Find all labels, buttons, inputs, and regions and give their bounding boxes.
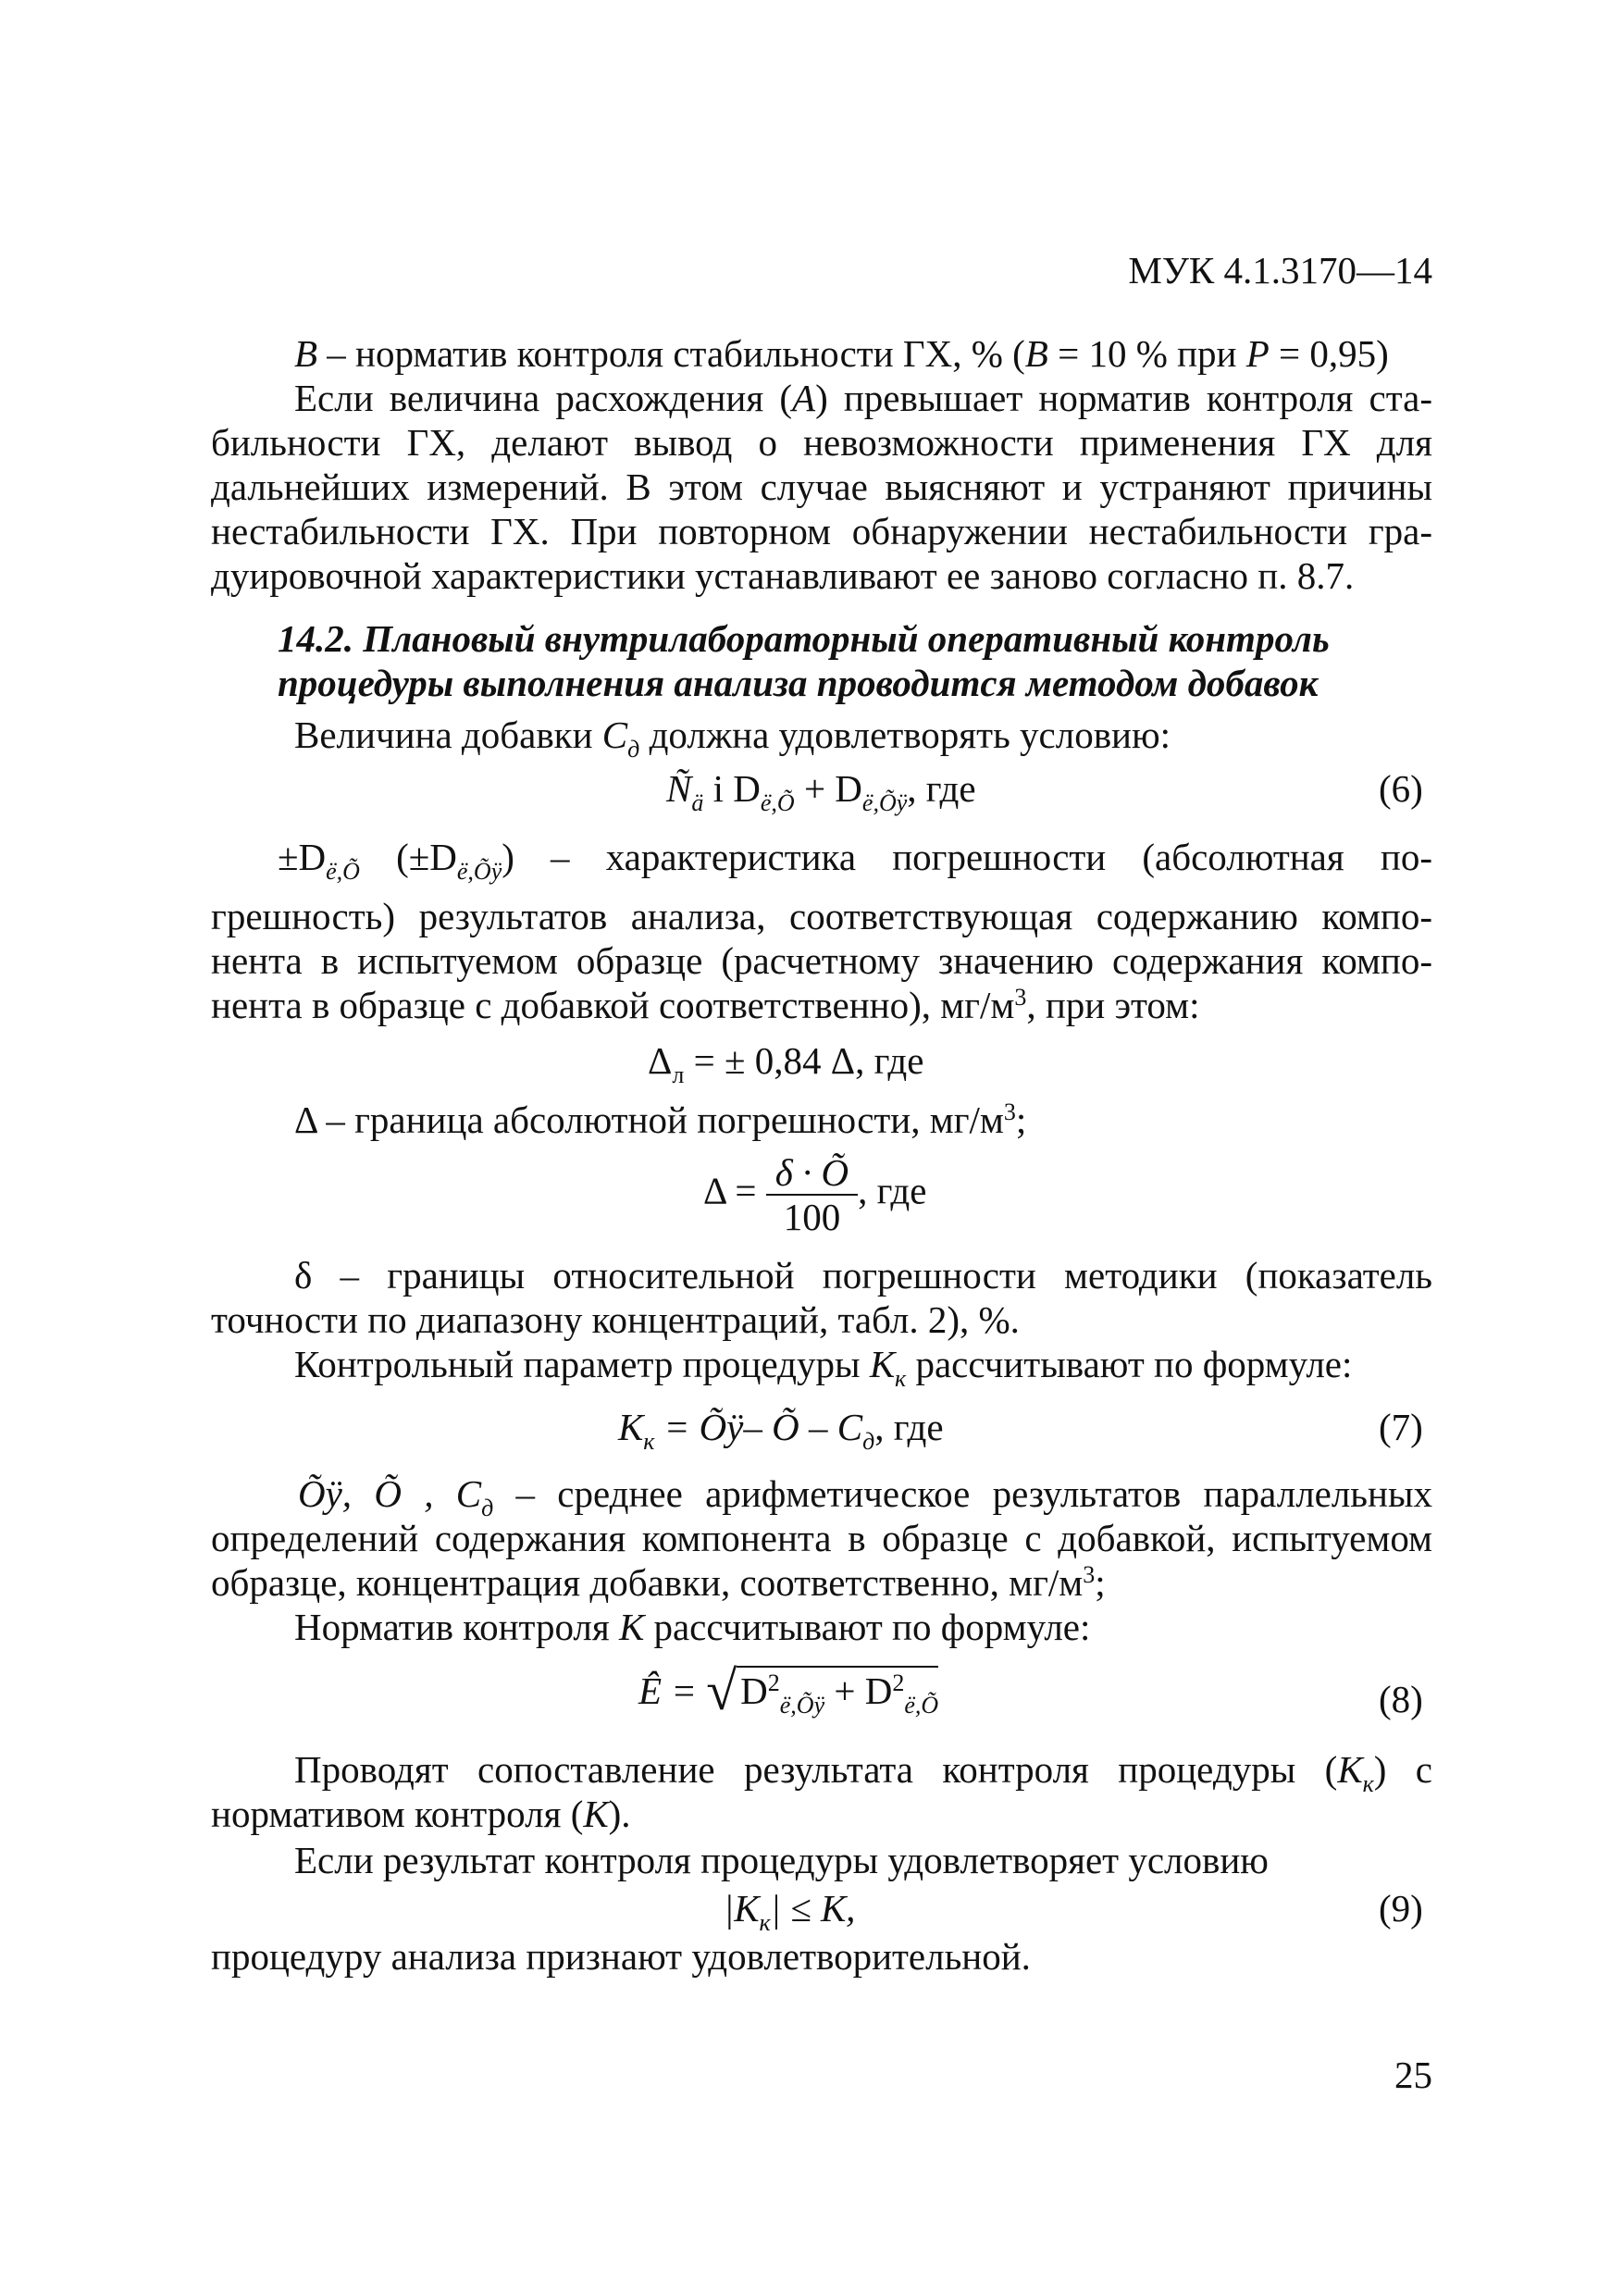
formula-7: $К_к$ = Õÿ– Õ – $С_д$, где [618,1406,944,1455]
paragraph-line: определений содержания компонента в образце с добавкой, испытуемом [211,1517,1432,1559]
section-heading: 14.2. Плановый внутрилабораторный оперативный контроль [278,617,1330,660]
paragraph-line: Δ – граница абсолютной погрешности, $мг/м^3$; [294,1098,1027,1141]
sqrt-sign: √ [706,1660,737,1721]
section-heading: процедуры выполнения анализа проводится методом добавок [278,662,1319,704]
paragraph-line: Величина добавки $С_д$ должна удовлетворять условию: [294,714,1171,763]
paragraph-line: $\pm D_{ë,Õ}$ $(\pm D_{ë,Õÿ})$ – характеристика погрешности (абсолютная по- [278,836,1432,885]
formula-9: $|К_к| \le К$, [724,1887,856,1936]
paragraph-line: грешность) результатов анализа, соответствующая содержанию компо- [211,895,1432,937]
definition-b: В – норматив контроля стабильности ГХ, % (В = 10 % при Р = 0,95) [294,332,1389,375]
formula-8: Ê = $√D^2_{ë,Õÿ} + D^2_{ë,Õ}$ [638,1660,939,1721]
formula-delta: Δ = $\frac{\delta \cdot Õ}{100}$ , где [703,1151,927,1238]
formula-number: (6) [1379,767,1423,810]
paragraph-line: процедуру анализа признают удовлетворительной. [211,1935,1031,1978]
document-code: МУК 4.1.3170—14 [1128,249,1432,292]
paragraph-line: бильности ГХ, делают вывод о невозможности применения ГХ для [211,421,1432,464]
formula-delta-l: $\Delta_л$ = ± 0,84 Δ, где [648,1039,924,1088]
fraction: $\frac{\delta \cdot Õ}{100}$ [766,1151,858,1238]
paragraph-line: Контрольный параметр процедуры $К_к$ рассчитывают по формуле: [294,1343,1353,1392]
paragraph-line: Норматив контроля К рассчитывают по формуле: [294,1606,1091,1648]
page-number: 25 [1394,2054,1432,2096]
paragraph-line: нента в образце с добавкой соответственно), $мг/м^3$, при этом: [211,984,1200,1026]
paragraph-line: Проводят сопоставление результата контроля процедуры $(К_к)$ с [294,1748,1432,1797]
paragraph-line: точности по диапазону концентраций, табл. 2), %. [211,1298,1020,1341]
paragraph-line: Õÿ, Õ , $С_д$ – среднее арифметическое результатов параллельных [298,1472,1432,1521]
paragraph-line: нента в испытуемом образце (расчетному значению содержания компо- [211,939,1432,982]
paragraph-line: дуировочной характеристики устанавливают ее заново согласно п. 8.7. [211,554,1355,597]
paragraph-line: δ – границы относительной погрешности методики (показатель [294,1254,1432,1297]
formula-number: (8) [1379,1678,1423,1720]
radicand: $D^2_{ë,Õÿ} + D^2_{ë,Õ}$ [737,1666,938,1714]
paragraph-line: нормативом контроля (К). [211,1793,631,1835]
formula-6: $Ñ_ä$ i $D_{ë,Õ} + D_{ë,Õÿ}$, где [666,767,976,816]
paragraph-line: нестабильности ГХ. При повторном обнаружении нестабильности гра- [211,510,1432,552]
paragraph-line: образце, концентрация добавки, соответственно, $мг/м^3$; [211,1561,1106,1604]
paragraph-line: Если величина расхождения (А) превышает норматив контроля ста- [294,377,1432,419]
paragraph-line: дальнейших измерений. В этом случае выясняют и устраняют причины [211,465,1432,508]
paragraph-line: Если результат контроля процедуры удовлетворяет условию [294,1839,1269,1881]
formula-number: (7) [1379,1406,1423,1448]
formula-number: (9) [1379,1887,1423,1930]
